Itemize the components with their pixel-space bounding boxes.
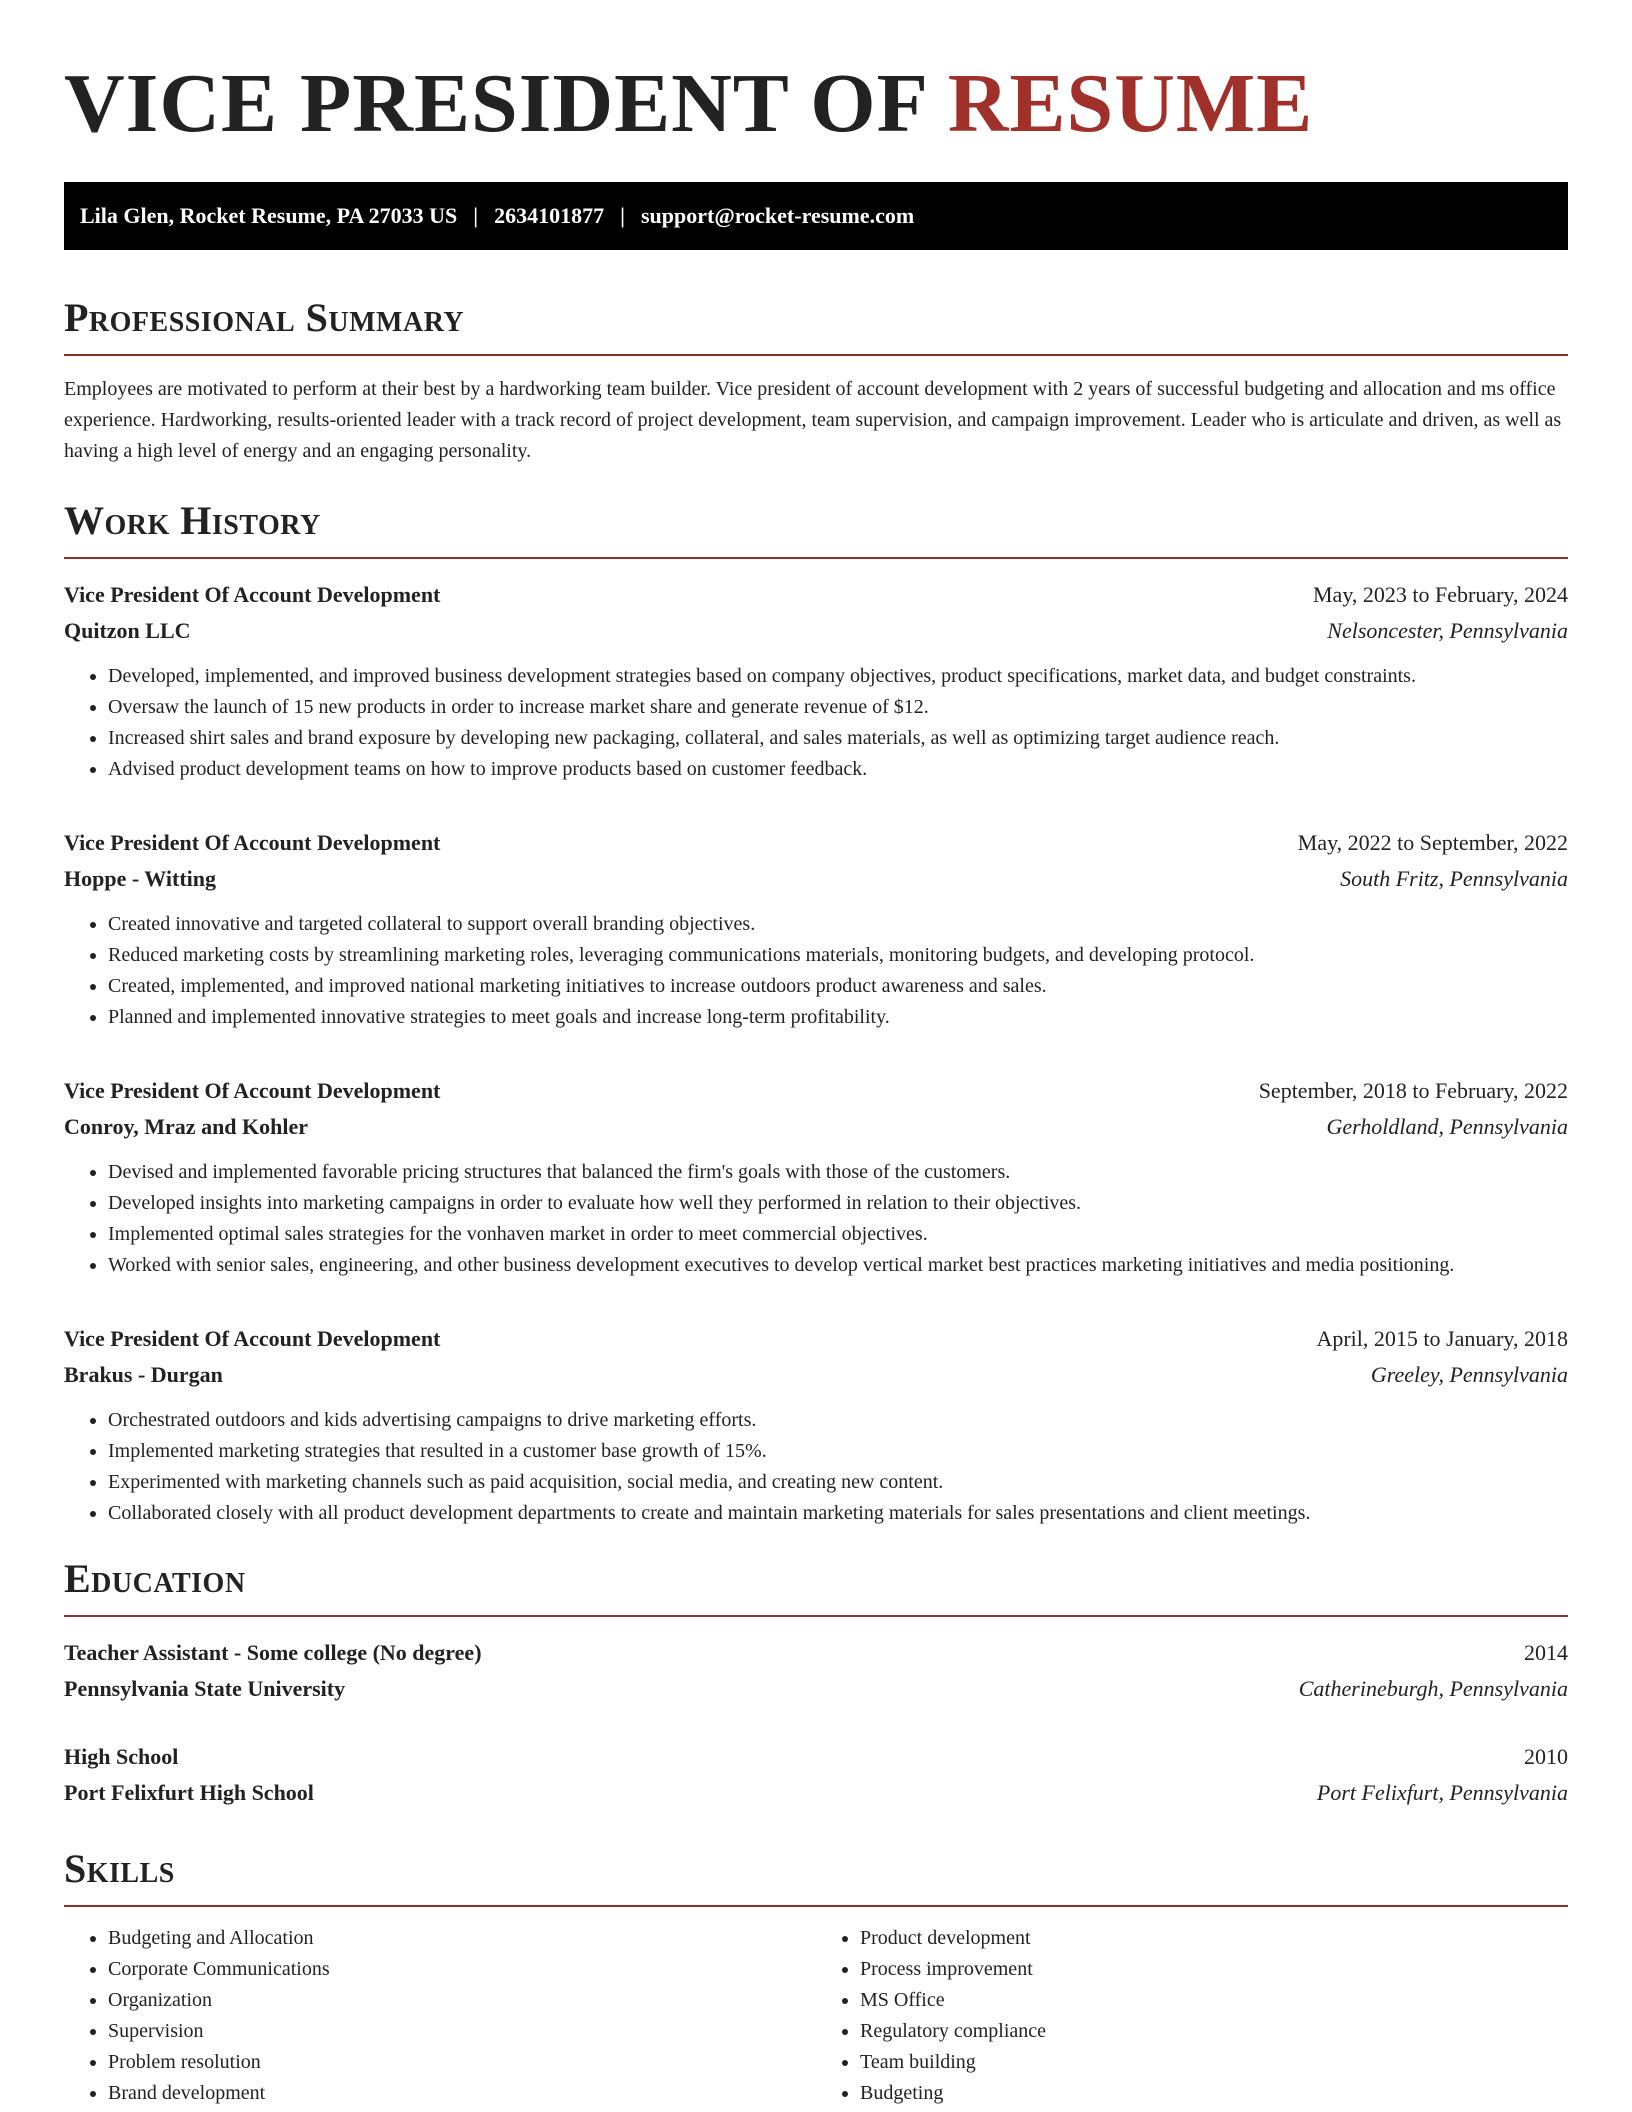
job-dates: September, 2018 to February, 2022 bbox=[1258, 1078, 1568, 1103]
job-dates: May, 2023 to February, 2024 bbox=[1313, 582, 1568, 607]
job-bullet: • Created innovative and targeted collateral to support overall branding objectives. bbox=[108, 909, 1568, 940]
job-title: Vice President Of Account Development bbox=[64, 1078, 441, 1103]
resume-title-main: VICE PRESIDENT OF bbox=[64, 57, 948, 150]
education-school-row bbox=[64, 1671, 1568, 1707]
job-bullet: • Oversaw the launch of 15 new products in order to increase market share and generate revenue of $12. bbox=[108, 692, 1568, 723]
skill-item: • Problem resolution bbox=[108, 2047, 816, 2078]
section-heading-skills: Skills bbox=[64, 1841, 1568, 1907]
skill-item: • Organization bbox=[108, 1985, 816, 2016]
job-bullet: • Experimented with marketing channels such as paid acquisition, social media, and creating new content. bbox=[108, 1467, 1568, 1498]
contact-phone: 2634101877 bbox=[494, 203, 605, 228]
education-degree-row bbox=[64, 1635, 1568, 1671]
education-school-row bbox=[64, 1775, 1568, 1811]
summary-text: Employees are motivated to perform at their best by a hardworking team builder. Vice president of account development with 2 years of successful budgeting and allocation and ms office experience. Hardworking, results-oriented leader with a track record of project development, team supervision, and campaign improvement. Leader who is articulate and driven, as well as having a high level of energy and an engaging personality. bbox=[64, 378, 1562, 462]
contact-separator: | bbox=[620, 203, 625, 228]
education-school: Port Felixfurt High School bbox=[64, 1780, 314, 1805]
contact-address: Lila Glen, Rocket Resume, PA 27033 US bbox=[80, 203, 458, 228]
job-title: Vice President Of Account Development bbox=[64, 830, 441, 855]
job-company: Conroy, Mraz and Kohler bbox=[64, 1114, 309, 1139]
job-entry bbox=[64, 825, 1568, 1033]
job-company-row bbox=[64, 1109, 1568, 1145]
job-bullet: • Reduced marketing costs by streamlining marketing roles, leveraging communications materials, monitoring budgets, and developing protocol. bbox=[108, 940, 1568, 971]
job-bullets bbox=[64, 1157, 1568, 1281]
job-company-row bbox=[64, 613, 1568, 649]
job-entry bbox=[64, 577, 1568, 785]
job-header-row bbox=[64, 1073, 1568, 1109]
job-entry bbox=[64, 1321, 1568, 1529]
education-year: 2014 bbox=[1524, 1640, 1568, 1665]
skills-columns bbox=[64, 1923, 1568, 2109]
job-bullets bbox=[64, 1405, 1568, 1529]
resume-title bbox=[64, 0, 1568, 150]
skill-item: • Budgeting and Allocation bbox=[108, 1923, 816, 1954]
section-heading-work-history: Work History bbox=[64, 493, 1568, 559]
job-title: Vice President Of Account Development bbox=[64, 1326, 441, 1351]
job-location: Greeley, Pennsylvania bbox=[1370, 1362, 1568, 1387]
skill-item: • Corporate Communications bbox=[108, 1954, 816, 1985]
skill-item: • Product development bbox=[860, 1923, 1568, 1954]
education-location: Port Felixfurt, Pennsylvania bbox=[1316, 1780, 1568, 1805]
education-year: 2010 bbox=[1524, 1744, 1568, 1769]
job-bullet: • Developed, implemented, and improved business development strategies based on company objectives, product specifications, market data, and budget constraints. bbox=[108, 661, 1568, 692]
skill-item: • Team building bbox=[860, 2047, 1568, 2078]
education-degree: High School bbox=[64, 1744, 179, 1769]
job-location: South Fritz, Pennsylvania bbox=[1340, 866, 1568, 891]
job-bullet: • Implemented marketing strategies that resulted in a customer base growth of 15%. bbox=[108, 1436, 1568, 1467]
job-entry bbox=[64, 1073, 1568, 1281]
skill-item: • Process improvement bbox=[860, 1954, 1568, 1985]
job-bullet: • Implemented optimal sales strategies for the vonhaven market in order to meet commercial objectives. bbox=[108, 1219, 1568, 1250]
education-degree: Teacher Assistant - Some college (No degree) bbox=[64, 1640, 482, 1665]
education-degree-row bbox=[64, 1739, 1568, 1775]
education-school: Pennsylvania State University bbox=[64, 1676, 346, 1701]
contact-bar bbox=[64, 182, 1568, 250]
job-bullet: • Advised product development teams on how to improve products based on customer feedback. bbox=[108, 754, 1568, 785]
job-header-row bbox=[64, 577, 1568, 613]
skill-item: • Supervision bbox=[108, 2016, 816, 2047]
job-company-row bbox=[64, 1357, 1568, 1393]
job-bullets bbox=[64, 661, 1568, 785]
education-entry bbox=[64, 1739, 1568, 1811]
job-location: Gerholdland, Pennsylvania bbox=[1326, 1114, 1568, 1139]
job-dates: May, 2022 to September, 2022 bbox=[1297, 830, 1568, 855]
education-entry bbox=[64, 1635, 1568, 1707]
job-bullet: • Planned and implemented innovative strategies to meet goals and increase long-term profitability. bbox=[108, 1002, 1568, 1033]
job-title: Vice President Of Account Development bbox=[64, 582, 441, 607]
job-bullets bbox=[64, 909, 1568, 1033]
skill-item: • Brand development bbox=[108, 2078, 816, 2109]
skill-item: • Budgeting bbox=[860, 2078, 1568, 2109]
job-bullet: • Created, implemented, and improved national marketing initiatives to increase outdoors product awareness and sales. bbox=[108, 971, 1568, 1002]
skills-column-right bbox=[816, 1923, 1568, 2109]
job-bullet: • Worked with senior sales, engineering, and other business development executives to develop vertical market best practices marketing initiatives and media positioning. bbox=[108, 1250, 1568, 1281]
job-bullet: • Orchestrated outdoors and kids advertising campaigns to drive marketing efforts. bbox=[108, 1405, 1568, 1436]
job-location: Nelsoncester, Pennsylvania bbox=[1327, 618, 1568, 643]
job-company: Hoppe - Witting bbox=[64, 866, 216, 891]
job-company: Quitzon LLC bbox=[64, 618, 191, 643]
skill-item: • MS Office bbox=[860, 1985, 1568, 2016]
section-heading-summary: Professional Summary bbox=[64, 290, 1568, 356]
job-bullet: • Collaborated closely with all product development departments to create and maintain marketing materials for sales presentations and client meetings. bbox=[108, 1498, 1568, 1529]
section-heading-education: Education bbox=[64, 1551, 1568, 1617]
job-company-row bbox=[64, 861, 1568, 897]
job-header-row bbox=[64, 1321, 1568, 1357]
job-bullet: • Devised and implemented favorable pricing structures that balanced the firm's goals with those of the customers. bbox=[108, 1157, 1568, 1188]
skill-item: • Regulatory compliance bbox=[860, 2016, 1568, 2047]
job-bullet: • Developed insights into marketing campaigns in order to evaluate how well they performed in relation to their objectives. bbox=[108, 1188, 1568, 1219]
resume-title-accent: RESUME bbox=[947, 57, 1314, 150]
job-company: Brakus - Durgan bbox=[64, 1362, 223, 1387]
job-bullet: • Increased shirt sales and brand exposure by developing new packaging, collateral, and sales materials, as well as optimizing target audience reach. bbox=[108, 723, 1568, 754]
contact-email: support@rocket-resume.com bbox=[640, 203, 915, 228]
skills-column-left bbox=[64, 1923, 816, 2109]
education-location: Catherineburgh, Pennsylvania bbox=[1298, 1676, 1568, 1701]
job-header-row bbox=[64, 825, 1568, 861]
job-dates: April, 2015 to January, 2018 bbox=[1316, 1326, 1568, 1351]
contact-separator: | bbox=[473, 203, 479, 228]
